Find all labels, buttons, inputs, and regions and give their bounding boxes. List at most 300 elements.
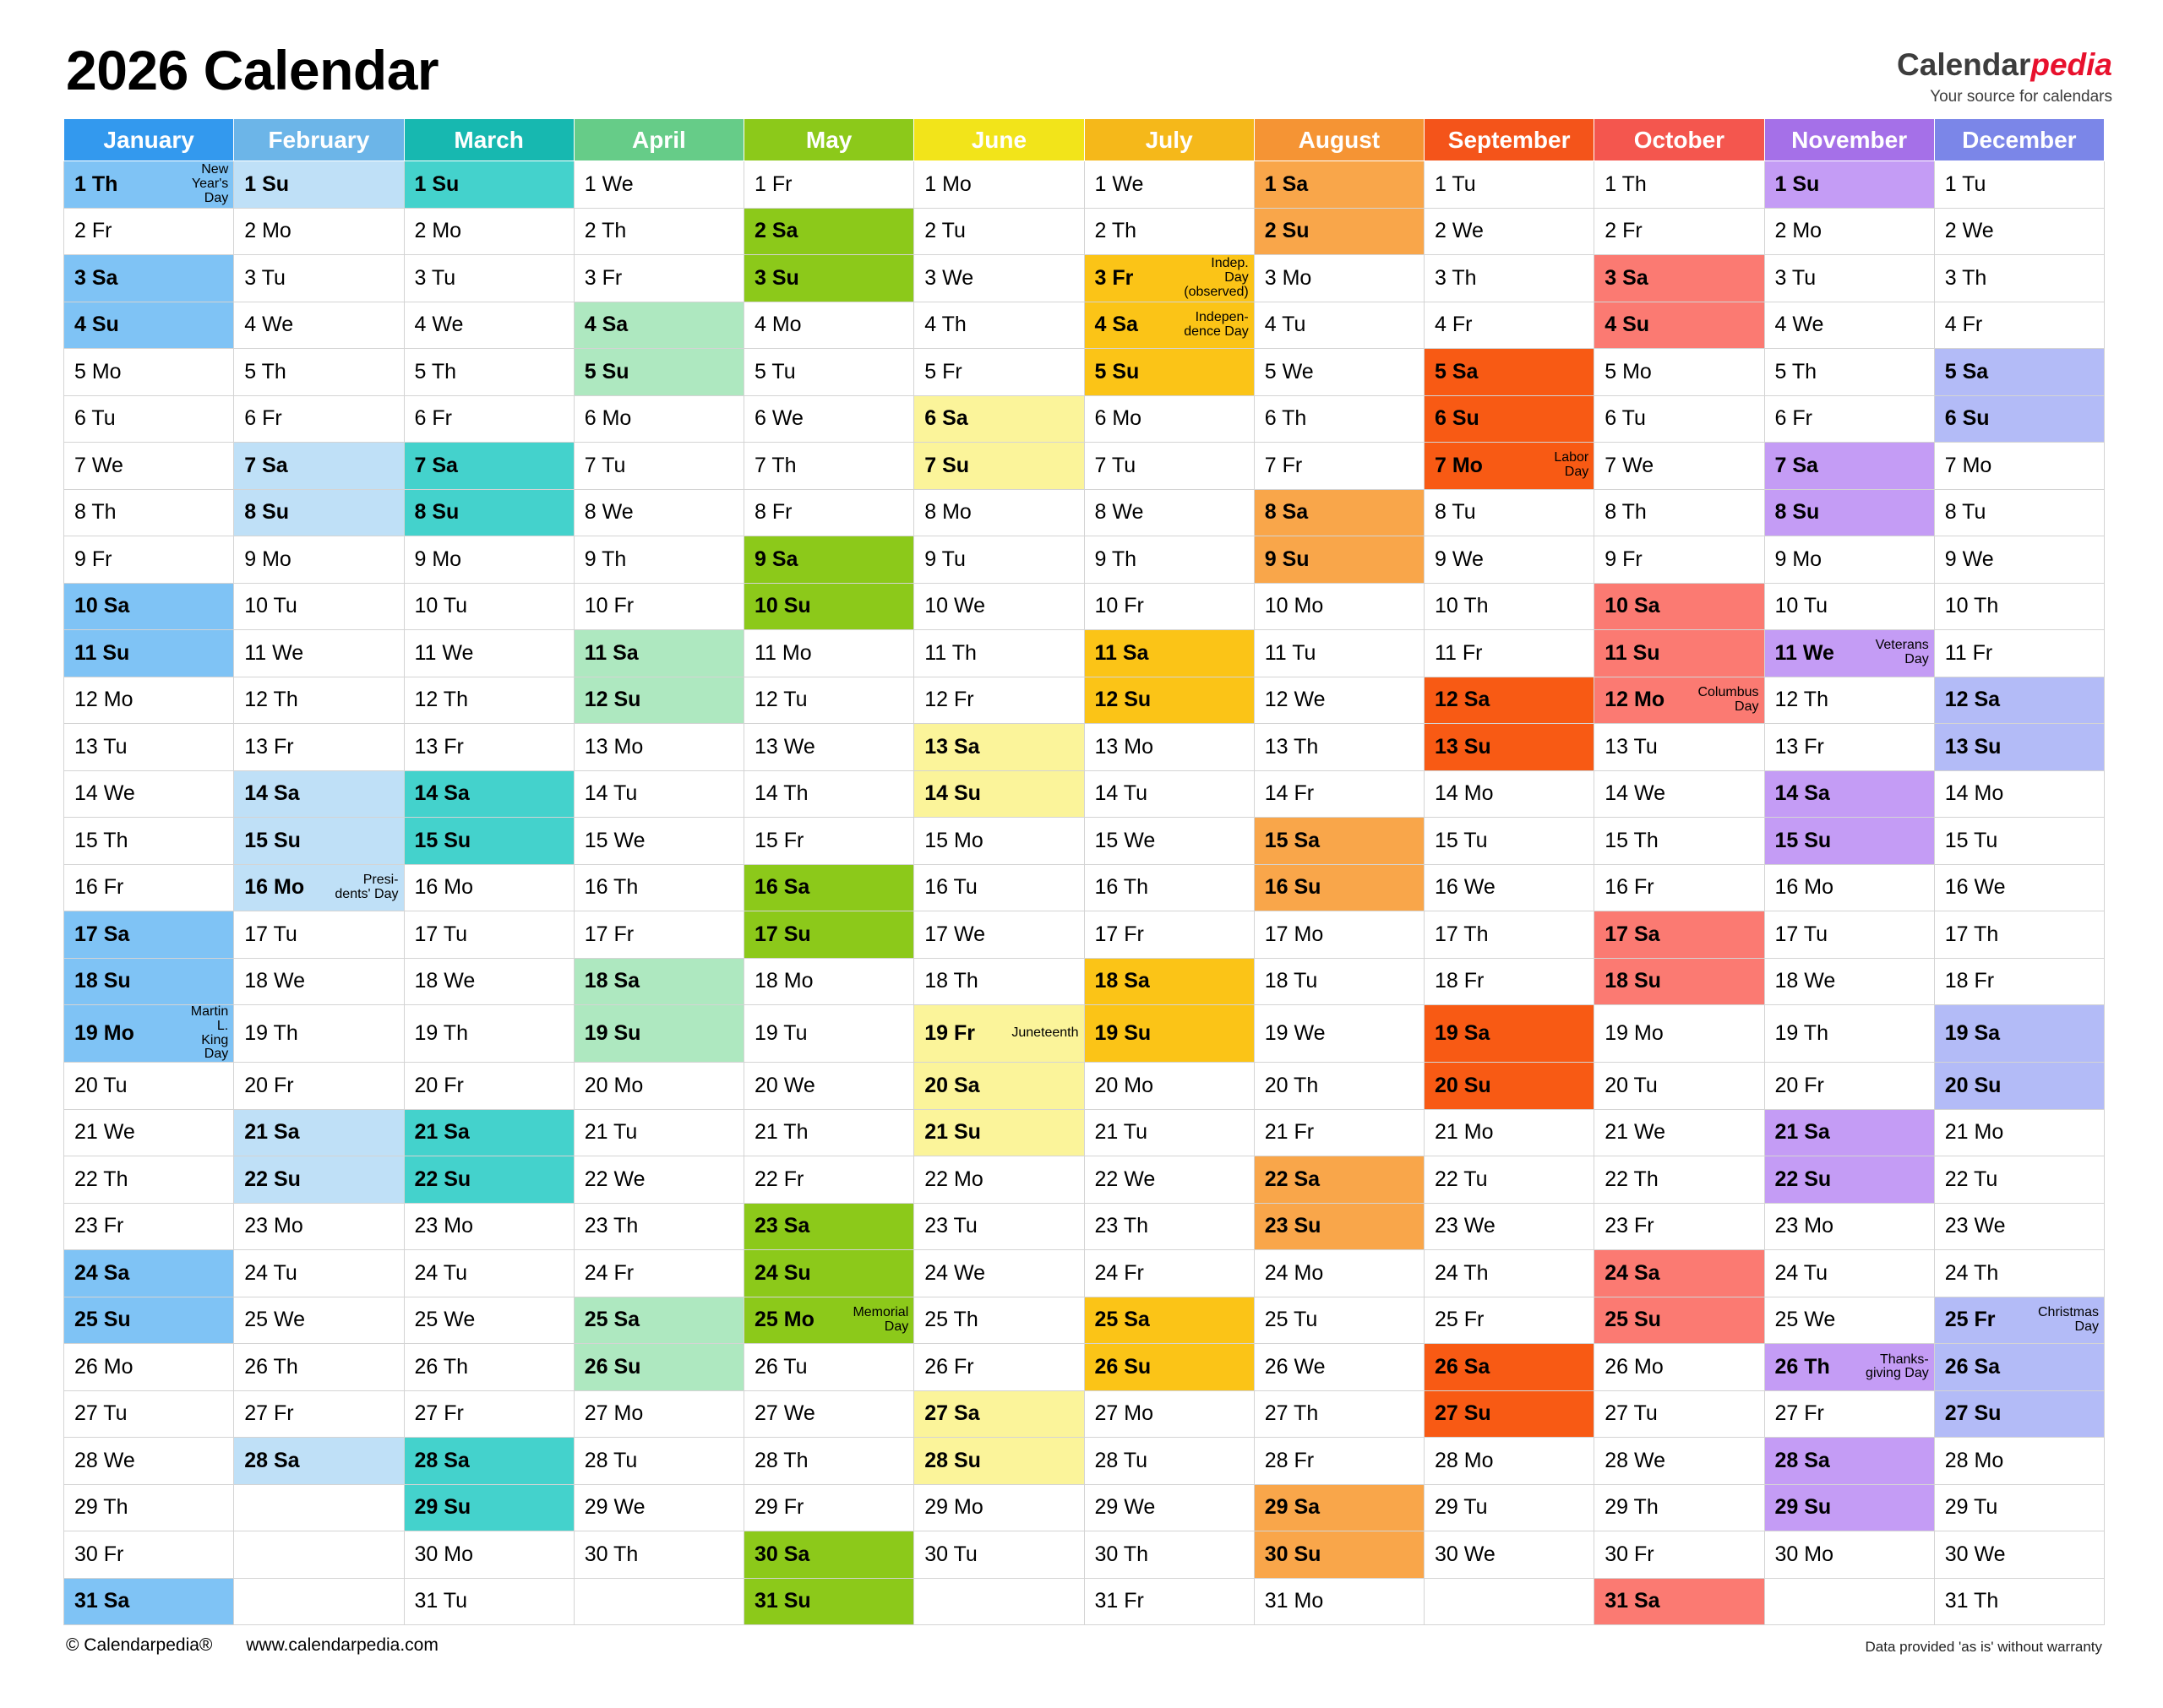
day-cell[interactable] <box>1254 1344 1424 1391</box>
day-cell[interactable] <box>1934 208 2104 255</box>
day-cell[interactable] <box>914 395 1084 443</box>
day-cell[interactable] <box>1084 1063 1254 1110</box>
day-cell[interactable] <box>404 677 574 724</box>
day-cell[interactable] <box>1084 1531 1254 1579</box>
day-cell[interactable] <box>404 1438 574 1485</box>
day-cell[interactable] <box>64 911 234 959</box>
day-cell[interactable] <box>744 536 914 584</box>
day-cell[interactable] <box>1764 677 1934 724</box>
day-cell[interactable] <box>1594 1484 1764 1531</box>
day-cell[interactable] <box>914 302 1084 349</box>
day-cell[interactable] <box>404 1578 574 1625</box>
day-cell[interactable] <box>1764 349 1934 396</box>
day-cell[interactable] <box>1764 1297 1934 1344</box>
day-cell[interactable] <box>404 349 574 396</box>
day-cell[interactable] <box>1934 958 2104 1005</box>
day-cell[interactable] <box>744 770 914 818</box>
day-cell[interactable] <box>1254 770 1424 818</box>
day-cell[interactable] <box>1934 255 2104 302</box>
day-cell[interactable] <box>1934 1063 2104 1110</box>
day-cell[interactable] <box>1254 958 1424 1005</box>
day-cell[interactable] <box>404 630 574 677</box>
day-cell[interactable] <box>1934 1297 2104 1344</box>
day-cell[interactable] <box>1425 818 1594 865</box>
day-cell[interactable] <box>1764 818 1934 865</box>
day-cell[interactable] <box>914 1438 1084 1485</box>
day-cell[interactable] <box>1594 1005 1764 1063</box>
day-cell[interactable] <box>64 770 234 818</box>
day-cell[interactable] <box>404 1297 574 1344</box>
day-cell[interactable] <box>1084 395 1254 443</box>
day-cell[interactable] <box>1425 583 1594 630</box>
day-cell[interactable] <box>1425 911 1594 959</box>
day-cell[interactable] <box>1934 818 2104 865</box>
day-cell[interactable] <box>1084 349 1254 396</box>
day-cell[interactable] <box>404 1344 574 1391</box>
day-cell[interactable] <box>1594 1344 1764 1391</box>
day-cell[interactable] <box>1594 911 1764 959</box>
day-cell[interactable] <box>404 770 574 818</box>
day-cell[interactable] <box>234 302 404 349</box>
day-cell[interactable] <box>744 208 914 255</box>
day-cell[interactable] <box>1764 161 1934 209</box>
day-cell[interactable] <box>1425 1484 1594 1531</box>
day-cell[interactable] <box>1934 1438 2104 1485</box>
day-cell[interactable] <box>1084 255 1254 302</box>
day-cell[interactable] <box>1425 255 1594 302</box>
day-cell[interactable] <box>64 302 234 349</box>
day-cell[interactable] <box>1084 864 1254 911</box>
day-cell[interactable] <box>64 1005 234 1063</box>
day-cell[interactable] <box>234 1344 404 1391</box>
day-cell[interactable] <box>1934 770 2104 818</box>
day-cell[interactable] <box>744 911 914 959</box>
day-cell[interactable] <box>234 1438 404 1485</box>
day-cell[interactable] <box>64 208 234 255</box>
day-cell[interactable] <box>574 677 744 724</box>
day-cell[interactable] <box>1764 724 1934 771</box>
day-cell[interactable] <box>1425 1390 1594 1438</box>
day-cell[interactable] <box>1254 1109 1424 1156</box>
day-cell[interactable] <box>1764 1156 1934 1204</box>
day-cell[interactable] <box>234 818 404 865</box>
day-cell[interactable] <box>1084 1297 1254 1344</box>
day-cell[interactable] <box>914 1390 1084 1438</box>
day-cell[interactable] <box>1764 583 1934 630</box>
day-cell[interactable] <box>744 1156 914 1204</box>
day-cell[interactable] <box>64 1578 234 1625</box>
day-cell[interactable] <box>404 1109 574 1156</box>
day-cell[interactable] <box>914 1250 1084 1297</box>
day-cell[interactable] <box>1764 1063 1934 1110</box>
day-cell[interactable] <box>1594 1063 1764 1110</box>
day-cell[interactable] <box>1764 1203 1934 1250</box>
day-cell[interactable] <box>914 1109 1084 1156</box>
day-cell[interactable] <box>1764 1531 1934 1579</box>
day-cell[interactable] <box>64 161 234 209</box>
day-cell[interactable] <box>234 724 404 771</box>
day-cell[interactable] <box>64 724 234 771</box>
day-cell[interactable] <box>1254 677 1424 724</box>
day-cell[interactable] <box>1934 1250 2104 1297</box>
day-cell[interactable] <box>914 1005 1084 1063</box>
website-link[interactable]: www.calendarpedia.com <box>246 1635 439 1656</box>
day-cell[interactable] <box>234 583 404 630</box>
day-cell[interactable] <box>574 1063 744 1110</box>
day-cell[interactable] <box>1084 1438 1254 1485</box>
day-cell[interactable] <box>1934 1484 2104 1531</box>
day-cell[interactable] <box>744 1250 914 1297</box>
day-cell[interactable] <box>914 911 1084 959</box>
day-cell[interactable] <box>234 1297 404 1344</box>
day-cell[interactable] <box>574 1156 744 1204</box>
day-cell[interactable] <box>234 1250 404 1297</box>
day-cell[interactable] <box>1084 1344 1254 1391</box>
day-cell[interactable] <box>1425 536 1594 584</box>
day-cell[interactable] <box>1084 958 1254 1005</box>
day-cell[interactable] <box>1594 583 1764 630</box>
day-cell[interactable] <box>234 1156 404 1204</box>
day-cell[interactable] <box>1934 161 2104 209</box>
day-cell[interactable] <box>1254 255 1424 302</box>
day-cell[interactable] <box>234 630 404 677</box>
day-cell[interactable] <box>234 1063 404 1110</box>
day-cell[interactable] <box>1764 1344 1934 1391</box>
day-cell[interactable] <box>1254 818 1424 865</box>
day-cell[interactable] <box>1254 302 1424 349</box>
day-cell[interactable] <box>1594 489 1764 536</box>
day-cell[interactable] <box>1254 630 1424 677</box>
day-cell[interactable] <box>404 1250 574 1297</box>
day-cell[interactable] <box>64 1438 234 1485</box>
day-cell[interactable] <box>914 349 1084 396</box>
day-cell[interactable] <box>64 1250 234 1297</box>
day-cell[interactable] <box>574 161 744 209</box>
day-cell[interactable] <box>1084 1484 1254 1531</box>
day-cell[interactable] <box>1084 1578 1254 1625</box>
day-cell[interactable] <box>404 1390 574 1438</box>
day-cell[interactable] <box>1934 1531 2104 1579</box>
day-cell[interactable] <box>1764 443 1934 490</box>
day-cell[interactable] <box>914 1297 1084 1344</box>
day-cell[interactable] <box>1594 1578 1764 1625</box>
day-cell[interactable] <box>234 255 404 302</box>
day-cell[interactable] <box>1425 958 1594 1005</box>
day-cell[interactable] <box>1764 255 1934 302</box>
day-cell[interactable] <box>1084 1005 1254 1063</box>
day-cell[interactable] <box>574 724 744 771</box>
day-cell[interactable] <box>1594 1156 1764 1204</box>
day-cell[interactable] <box>64 1484 234 1531</box>
day-cell[interactable] <box>1594 770 1764 818</box>
day-cell[interactable] <box>404 208 574 255</box>
day-cell[interactable] <box>574 395 744 443</box>
day-cell[interactable] <box>574 302 744 349</box>
day-cell[interactable] <box>574 911 744 959</box>
day-cell[interactable] <box>1594 1203 1764 1250</box>
day-cell[interactable] <box>1425 1156 1594 1204</box>
day-cell[interactable] <box>404 724 574 771</box>
day-cell[interactable] <box>404 161 574 209</box>
day-cell[interactable] <box>1594 724 1764 771</box>
day-cell[interactable] <box>744 1005 914 1063</box>
day-cell[interactable] <box>914 677 1084 724</box>
day-cell[interactable] <box>1764 958 1934 1005</box>
day-cell[interactable] <box>744 818 914 865</box>
day-cell[interactable] <box>744 1063 914 1110</box>
day-cell[interactable] <box>1594 1438 1764 1485</box>
day-cell[interactable] <box>744 1344 914 1391</box>
day-cell[interactable] <box>1764 1250 1934 1297</box>
day-cell[interactable] <box>1934 395 2104 443</box>
day-cell[interactable] <box>404 302 574 349</box>
day-cell[interactable] <box>64 255 234 302</box>
day-cell[interactable] <box>1254 349 1424 396</box>
day-cell[interactable] <box>64 443 234 490</box>
day-cell[interactable] <box>1594 255 1764 302</box>
day-cell[interactable] <box>574 630 744 677</box>
day-cell[interactable] <box>64 583 234 630</box>
day-cell[interactable] <box>64 1063 234 1110</box>
day-cell[interactable] <box>1084 724 1254 771</box>
day-cell[interactable] <box>1594 395 1764 443</box>
day-cell[interactable] <box>234 536 404 584</box>
day-cell[interactable] <box>914 864 1084 911</box>
day-cell[interactable] <box>744 1531 914 1579</box>
day-cell[interactable] <box>744 1578 914 1625</box>
day-cell[interactable] <box>1254 911 1424 959</box>
day-cell[interactable] <box>1764 489 1934 536</box>
day-cell[interactable] <box>234 911 404 959</box>
day-cell[interactable] <box>1254 1063 1424 1110</box>
day-cell[interactable] <box>1084 911 1254 959</box>
day-cell[interactable] <box>574 583 744 630</box>
day-cell[interactable] <box>64 1390 234 1438</box>
day-cell[interactable] <box>64 489 234 536</box>
day-cell[interactable] <box>1084 1203 1254 1250</box>
day-cell[interactable] <box>1934 1390 2104 1438</box>
day-cell[interactable] <box>1425 395 1594 443</box>
day-cell[interactable] <box>744 1390 914 1438</box>
day-cell[interactable] <box>1764 536 1934 584</box>
day-cell[interactable] <box>404 1531 574 1579</box>
day-cell[interactable] <box>914 255 1084 302</box>
day-cell[interactable] <box>1425 443 1594 490</box>
day-cell[interactable] <box>404 864 574 911</box>
day-cell[interactable] <box>574 1484 744 1531</box>
day-cell[interactable] <box>1425 724 1594 771</box>
day-cell[interactable] <box>1084 1156 1254 1204</box>
day-cell[interactable] <box>1425 630 1594 677</box>
day-cell[interactable] <box>574 770 744 818</box>
day-cell[interactable] <box>1254 864 1424 911</box>
day-cell[interactable] <box>1425 302 1594 349</box>
day-cell[interactable] <box>1084 489 1254 536</box>
day-cell[interactable] <box>914 1156 1084 1204</box>
day-cell[interactable] <box>914 489 1084 536</box>
day-cell[interactable] <box>1764 1484 1934 1531</box>
day-cell[interactable] <box>404 911 574 959</box>
day-cell[interactable] <box>1425 489 1594 536</box>
day-cell[interactable] <box>914 958 1084 1005</box>
day-cell[interactable] <box>1594 1250 1764 1297</box>
day-cell[interactable] <box>1425 677 1594 724</box>
day-cell[interactable] <box>574 1297 744 1344</box>
day-cell[interactable] <box>1254 1203 1424 1250</box>
day-cell[interactable] <box>404 395 574 443</box>
day-cell[interactable] <box>1425 1531 1594 1579</box>
day-cell[interactable] <box>1425 1109 1594 1156</box>
day-cell[interactable] <box>1764 1109 1934 1156</box>
day-cell[interactable] <box>574 1109 744 1156</box>
day-cell[interactable] <box>1934 302 2104 349</box>
day-cell[interactable] <box>744 583 914 630</box>
day-cell[interactable] <box>1764 911 1934 959</box>
day-cell[interactable] <box>404 1156 574 1204</box>
day-cell[interactable] <box>1594 443 1764 490</box>
day-cell[interactable] <box>234 489 404 536</box>
day-cell[interactable] <box>234 1203 404 1250</box>
day-cell[interactable] <box>1425 1438 1594 1485</box>
day-cell[interactable] <box>1254 724 1424 771</box>
day-cell[interactable] <box>574 958 744 1005</box>
day-cell[interactable] <box>1425 349 1594 396</box>
day-cell[interactable] <box>64 630 234 677</box>
day-cell[interactable] <box>574 864 744 911</box>
day-cell[interactable] <box>914 770 1084 818</box>
day-cell[interactable] <box>1084 630 1254 677</box>
day-cell[interactable] <box>64 395 234 443</box>
day-cell[interactable] <box>574 1531 744 1579</box>
day-cell[interactable] <box>744 677 914 724</box>
day-cell[interactable] <box>1425 1344 1594 1391</box>
day-cell[interactable] <box>64 1156 234 1204</box>
day-cell[interactable] <box>1425 161 1594 209</box>
day-cell[interactable] <box>1254 1156 1424 1204</box>
day-cell[interactable] <box>1084 443 1254 490</box>
day-cell[interactable] <box>744 630 914 677</box>
day-cell[interactable] <box>64 349 234 396</box>
day-cell[interactable] <box>1934 630 2104 677</box>
day-cell[interactable] <box>1425 864 1594 911</box>
day-cell[interactable] <box>1254 1005 1424 1063</box>
day-cell[interactable] <box>1764 770 1934 818</box>
day-cell[interactable] <box>744 349 914 396</box>
day-cell[interactable] <box>1425 1005 1594 1063</box>
day-cell[interactable] <box>234 349 404 396</box>
day-cell[interactable] <box>914 583 1084 630</box>
day-cell[interactable] <box>234 1390 404 1438</box>
day-cell[interactable] <box>64 677 234 724</box>
day-cell[interactable] <box>1594 630 1764 677</box>
day-cell[interactable] <box>914 1531 1084 1579</box>
day-cell[interactable] <box>1084 536 1254 584</box>
day-cell[interactable] <box>1594 208 1764 255</box>
day-cell[interactable] <box>1425 208 1594 255</box>
day-cell[interactable] <box>1084 583 1254 630</box>
day-cell[interactable] <box>1594 1390 1764 1438</box>
day-cell[interactable] <box>574 489 744 536</box>
day-cell[interactable] <box>914 208 1084 255</box>
day-cell[interactable] <box>64 958 234 1005</box>
day-cell[interactable] <box>914 818 1084 865</box>
day-cell[interactable] <box>1084 770 1254 818</box>
day-cell[interactable] <box>1764 1390 1934 1438</box>
day-cell[interactable] <box>404 1063 574 1110</box>
day-cell[interactable] <box>404 1005 574 1063</box>
day-cell[interactable] <box>404 536 574 584</box>
day-cell[interactable] <box>574 1203 744 1250</box>
day-cell[interactable] <box>404 255 574 302</box>
day-cell[interactable] <box>1594 677 1764 724</box>
day-cell[interactable] <box>1254 583 1424 630</box>
day-cell[interactable] <box>1594 1531 1764 1579</box>
day-cell[interactable] <box>574 349 744 396</box>
day-cell[interactable] <box>64 1297 234 1344</box>
day-cell[interactable] <box>64 818 234 865</box>
day-cell[interactable] <box>744 161 914 209</box>
day-cell[interactable] <box>234 208 404 255</box>
day-cell[interactable] <box>1594 349 1764 396</box>
day-cell[interactable] <box>1594 1109 1764 1156</box>
day-cell[interactable] <box>744 302 914 349</box>
day-cell[interactable] <box>1084 1390 1254 1438</box>
day-cell[interactable] <box>574 1005 744 1063</box>
day-cell[interactable] <box>234 864 404 911</box>
day-cell[interactable] <box>574 255 744 302</box>
day-cell[interactable] <box>404 818 574 865</box>
day-cell[interactable] <box>1254 1390 1424 1438</box>
day-cell[interactable] <box>574 1390 744 1438</box>
day-cell[interactable] <box>914 1063 1084 1110</box>
day-cell[interactable] <box>1934 1344 2104 1391</box>
day-cell[interactable] <box>1084 161 1254 209</box>
day-cell[interactable] <box>914 724 1084 771</box>
day-cell[interactable] <box>234 958 404 1005</box>
day-cell[interactable] <box>1254 1578 1424 1625</box>
day-cell[interactable] <box>234 770 404 818</box>
day-cell[interactable] <box>234 677 404 724</box>
day-cell[interactable] <box>1425 770 1594 818</box>
day-cell[interactable] <box>1764 302 1934 349</box>
day-cell[interactable] <box>1934 489 2104 536</box>
day-cell[interactable] <box>914 1344 1084 1391</box>
day-cell[interactable] <box>404 958 574 1005</box>
day-cell[interactable] <box>404 1484 574 1531</box>
day-cell[interactable] <box>574 208 744 255</box>
day-cell[interactable] <box>1425 1250 1594 1297</box>
day-cell[interactable] <box>1934 724 2104 771</box>
day-cell[interactable] <box>1254 208 1424 255</box>
day-cell[interactable] <box>234 1109 404 1156</box>
day-cell[interactable] <box>64 1203 234 1250</box>
day-cell[interactable] <box>744 255 914 302</box>
day-cell[interactable] <box>1254 1531 1424 1579</box>
day-cell[interactable] <box>1425 1297 1594 1344</box>
day-cell[interactable] <box>1254 395 1424 443</box>
day-cell[interactable] <box>744 864 914 911</box>
day-cell[interactable] <box>744 958 914 1005</box>
day-cell[interactable] <box>1594 818 1764 865</box>
day-cell[interactable] <box>64 536 234 584</box>
day-cell[interactable] <box>404 443 574 490</box>
day-cell[interactable] <box>234 161 404 209</box>
day-cell[interactable] <box>914 161 1084 209</box>
day-cell[interactable] <box>1084 677 1254 724</box>
day-cell[interactable] <box>1934 864 2104 911</box>
day-cell[interactable] <box>64 1531 234 1579</box>
day-cell[interactable] <box>914 536 1084 584</box>
